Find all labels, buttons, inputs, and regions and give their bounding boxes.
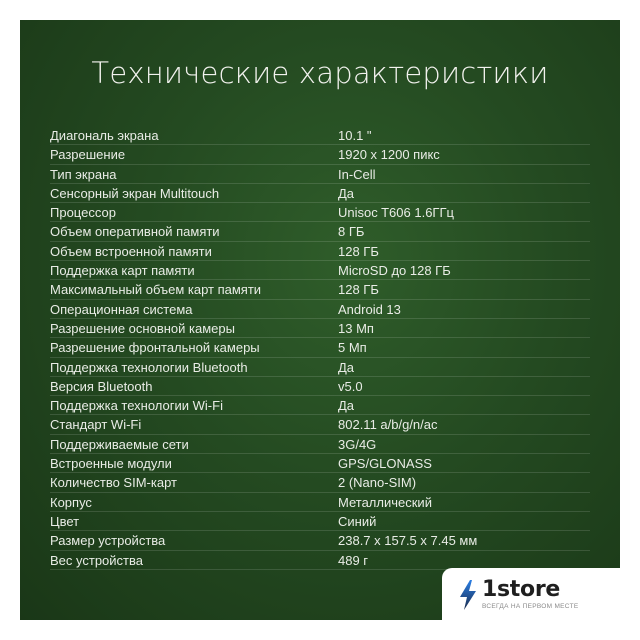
spec-label: Стандарт Wi-Fi bbox=[50, 417, 142, 433]
spec-row bbox=[50, 184, 590, 203]
spec-value: GPS/GLONASS bbox=[338, 456, 432, 472]
spec-row bbox=[50, 358, 590, 377]
spec-row bbox=[50, 396, 590, 415]
spec-label: Поддержка технологии Bluetooth bbox=[50, 359, 248, 375]
spec-row bbox=[50, 280, 590, 299]
spec-value: Да bbox=[338, 359, 355, 375]
brand-name: 1store bbox=[482, 577, 561, 602]
spec-label: Вес устройства bbox=[50, 552, 143, 568]
spec-value: Unisoc T606 1.6ГГц bbox=[338, 205, 454, 221]
spec-value: Синий bbox=[338, 513, 377, 529]
spec-label: Корпус bbox=[50, 494, 92, 510]
spec-row bbox=[50, 454, 590, 473]
spec-value: In-Cell bbox=[338, 166, 376, 182]
spec-value: 13 Мп bbox=[338, 320, 374, 336]
spec-label: Версия Bluetooth bbox=[50, 378, 153, 394]
spec-row bbox=[50, 300, 590, 319]
spec-label: Поддерживаемые сети bbox=[50, 436, 189, 452]
spec-row bbox=[50, 435, 590, 454]
spec-label: Разрешение фронтальной камеры bbox=[50, 340, 260, 356]
spec-label: Разрешение bbox=[50, 147, 126, 163]
spec-value: MicroSD до 128 ГБ bbox=[338, 263, 451, 279]
spec-label: Поддержка карт памяти bbox=[50, 263, 195, 279]
spec-label: Сенсорный экран Multitouch bbox=[50, 185, 220, 201]
spec-row bbox=[50, 512, 590, 531]
spec-label: Встроенные модули bbox=[50, 456, 172, 472]
spec-row bbox=[50, 551, 590, 570]
spec-row bbox=[50, 319, 590, 338]
spec-label: Процессор bbox=[50, 205, 116, 221]
spec-value: Да bbox=[338, 398, 355, 414]
spec-value: 1920 x 1200 пикс bbox=[338, 147, 440, 163]
spec-row bbox=[50, 203, 590, 222]
spec-row bbox=[50, 222, 590, 241]
spec-label: Цвет bbox=[50, 513, 80, 529]
spec-label: Максимальный объем карт памяти bbox=[50, 282, 262, 298]
spec-row bbox=[50, 415, 590, 434]
spec-label: Поддержка технологии Wi-Fi bbox=[50, 398, 223, 414]
spec-value: Да bbox=[338, 185, 355, 201]
spec-row bbox=[50, 377, 590, 396]
spec-panel bbox=[20, 20, 620, 620]
spec-label: Размер устройства bbox=[50, 533, 166, 549]
spec-value: 10.1 " bbox=[338, 128, 372, 143]
spec-value: 8 ГБ bbox=[338, 224, 365, 240]
spec-label: Количество SIM-карт bbox=[50, 475, 177, 491]
spec-value: 5 Мп bbox=[338, 340, 367, 356]
spec-label: Разрешение основной камеры bbox=[50, 320, 235, 336]
page-title: Технические характеристики bbox=[91, 56, 549, 90]
spec-label: Диагональ экрана bbox=[50, 128, 159, 143]
spec-row bbox=[50, 126, 590, 145]
spec-value: 489 г bbox=[338, 552, 369, 568]
spec-row bbox=[50, 531, 590, 550]
spec-list bbox=[50, 126, 590, 570]
spec-label: Операционная система bbox=[50, 301, 193, 317]
spec-value: v5.0 bbox=[338, 378, 363, 394]
spec-value: 3G/4G bbox=[338, 436, 377, 452]
brand-tagline: ВСЕГДА НА ПЕРВОМ МЕСТЕ bbox=[482, 603, 579, 610]
spec-row bbox=[50, 145, 590, 164]
spec-value: Металлический bbox=[338, 494, 432, 510]
brand-logo bbox=[442, 568, 620, 620]
spec-label: Объем встроенной памяти bbox=[50, 243, 212, 259]
spec-row bbox=[50, 338, 590, 357]
lightning-bolt-icon bbox=[458, 580, 478, 610]
spec-row bbox=[50, 473, 590, 492]
spec-value: 128 ГБ bbox=[338, 282, 379, 298]
spec-value: 2 (Nano-SIM) bbox=[338, 475, 417, 491]
spec-label: Объем оперативной памяти bbox=[50, 224, 220, 240]
spec-value: 238.7 x 157.5 x 7.45 мм bbox=[338, 533, 478, 549]
spec-row bbox=[50, 242, 590, 261]
spec-value: 128 ГБ bbox=[338, 243, 379, 259]
spec-row bbox=[50, 165, 590, 184]
spec-label: Тип экрана bbox=[50, 166, 117, 182]
spec-row bbox=[50, 261, 590, 280]
spec-value: Android 13 bbox=[338, 301, 401, 317]
spec-row bbox=[50, 493, 590, 512]
spec-value: 802.11 a/b/g/n/ac bbox=[338, 417, 438, 433]
